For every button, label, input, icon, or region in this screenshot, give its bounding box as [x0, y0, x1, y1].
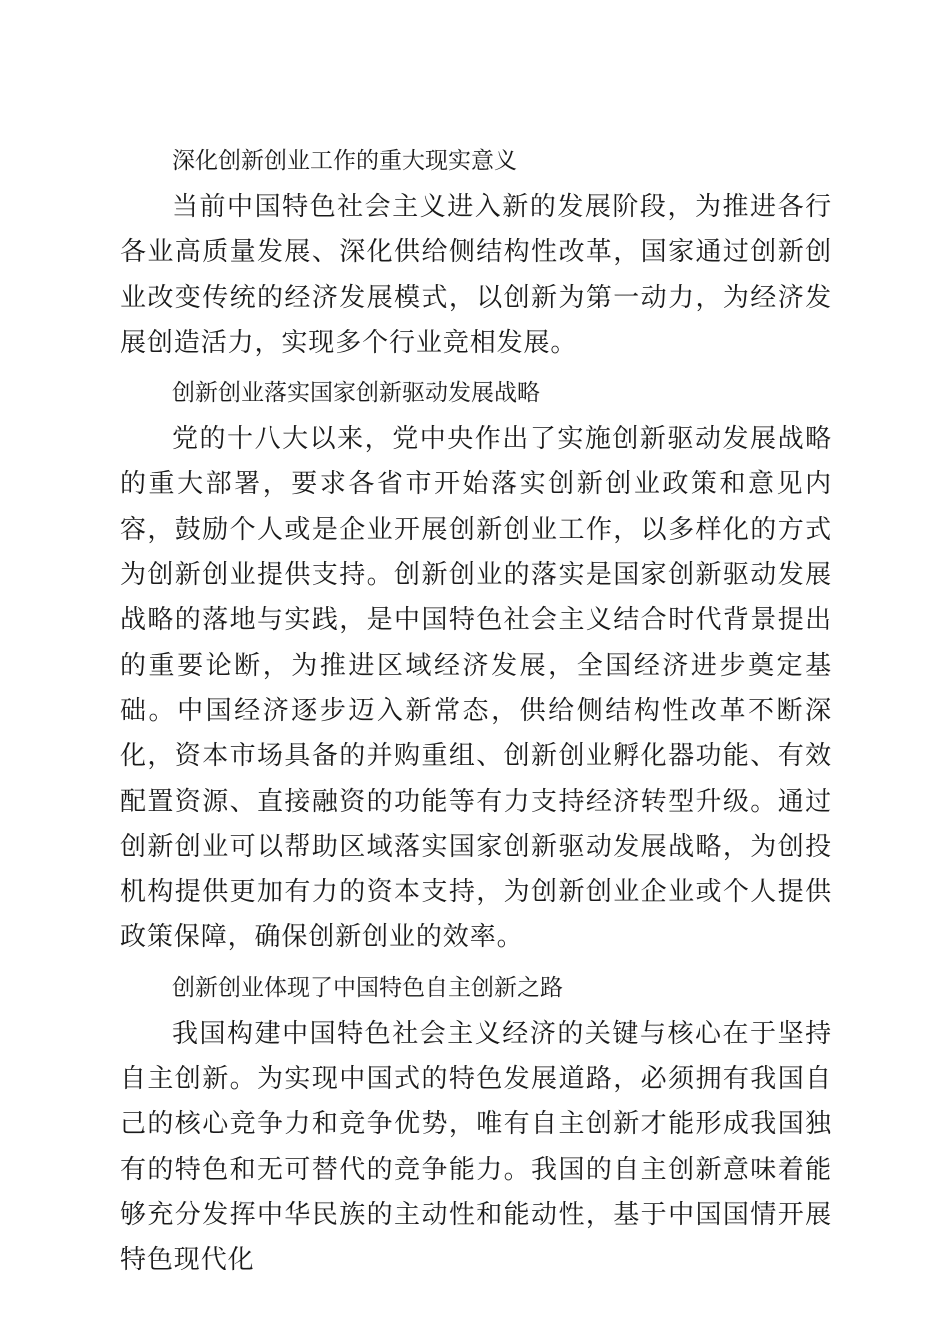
section-paragraph-3: 我国构建中国特色社会主义经济的关键与核心在于坚持自主创新。为实现中国式的特色发展道路，必须拥有我国自己的核心竞争力和竞争优势，唯有自主创新才能形成我国独有的特色和无可替代的竞争能力。我国的自主创新意味着能够充分发挥中华民族的主动性和能动性，基于中国国情开展特色现代化: [120, 1018, 832, 1276]
section-paragraph-2: 党的十八大以来，党中央作出了实施创新驱动发展战略的重大部署，要求各省市开始落实创新创业政策和意见内容，鼓励个人或是企业开展创新创业工作，以多样化的方式为创新创业提供支持。创新创业的落实是国家创新驱动发展战略的落地与实践，是中国特色社会主义结合时代背景提出的重要论断，为推进区域经济发展，全国经济进步奠定基础。中国经济逐步迈入新常态，供给侧结构性改革不断深化，资本市场具备的并购重组、创新创业孵化器功能、有效配置资源、直接融资的功能等有力支持经济转型升级。通过创新创业可以帮助区域落实国家创新驱动发展战略，为创投机构提供更加有力的资本支持，为创新创业企业或个人提供政策保障，确保创新创业的效率。: [120, 424, 832, 953]
section-heading-1: 深化创新创业工作的重大现实意义: [172, 148, 517, 174]
section-heading-2: 创新创业落实国家创新驱动发展战略: [172, 380, 540, 407]
section-heading-3: 创新创业体现了中国特色自主创新之路: [172, 974, 563, 1001]
document-body: [120, 137, 832, 1287]
section-paragraph-1: 当前中国特色社会主义进入新的发展阶段，为推进各行各业高质量发展、深化供给侧结构性改革，国家通过创新创业改变传统的经济发展模式，以创新为第一动力，为经济发展创造活力，实现多个行业竞相发展。: [120, 192, 832, 358]
